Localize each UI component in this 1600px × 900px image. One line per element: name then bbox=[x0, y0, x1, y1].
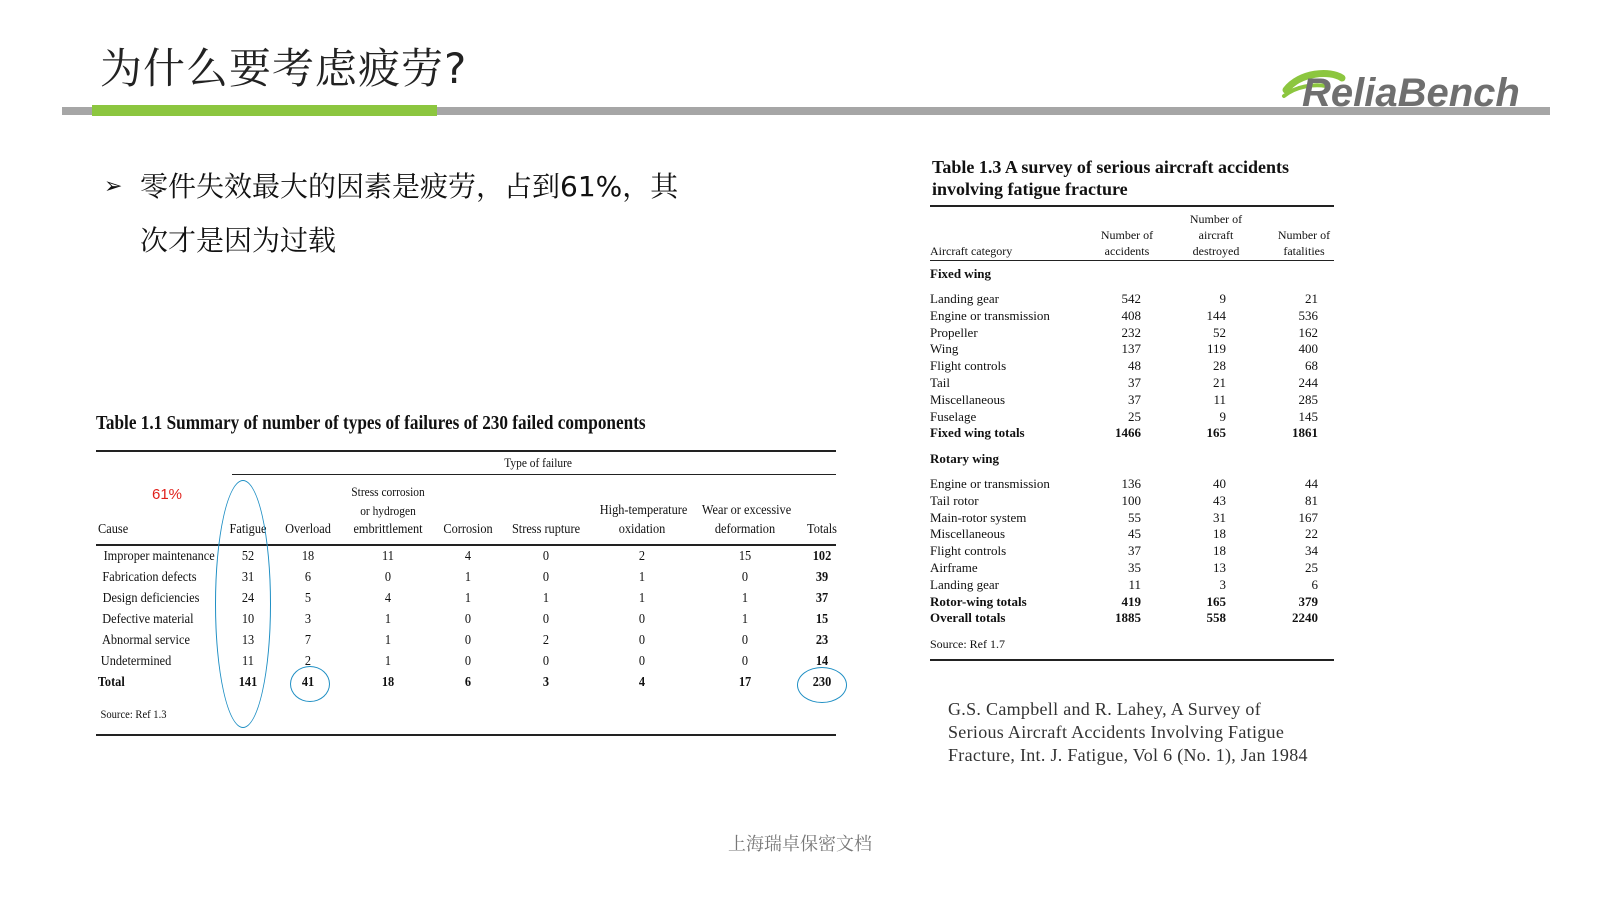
table-cell: 1 bbox=[741, 591, 749, 606]
col-header-hightemp-2: oxidation bbox=[618, 522, 666, 537]
row-category-label: Propeller bbox=[930, 324, 978, 340]
table-cell: 2 bbox=[542, 633, 550, 648]
table-cell: 379 bbox=[1298, 593, 1318, 609]
table-cell: 45 bbox=[1128, 526, 1141, 542]
table-cell: 0 bbox=[741, 654, 749, 669]
table-cell: 5 bbox=[304, 591, 312, 606]
table-cell: 31 bbox=[241, 570, 255, 585]
col-header-rupture: Stress rupture bbox=[511, 522, 581, 537]
table-cell: 34 bbox=[1305, 543, 1318, 559]
col-header-category: Aircraft category bbox=[930, 244, 1013, 258]
col-header-stress-1: Stress corrosion bbox=[351, 484, 425, 499]
row-cause-label: Abnormal service bbox=[101, 633, 190, 648]
table-cell: 165 bbox=[1206, 425, 1226, 441]
table-1-1-source: Source: Ref 1.3 bbox=[100, 707, 167, 721]
section-fixed-wing: Fixed wing bbox=[930, 266, 992, 281]
table-cell: 285 bbox=[1298, 391, 1318, 407]
table-cell: 141 bbox=[238, 675, 258, 690]
table-cell: 37 bbox=[1128, 375, 1141, 390]
footer-confidential: 上海瑞卓保密文档 bbox=[728, 834, 872, 855]
col-header-totals: Totals bbox=[807, 522, 837, 537]
svg-text:ReliaBench: ReliaBench bbox=[1302, 71, 1520, 115]
table-cell: 55 bbox=[1128, 509, 1141, 525]
table-cell: 22 bbox=[1305, 526, 1318, 542]
row-category-label: Wing bbox=[930, 341, 959, 357]
col-header-destroyed-3: destroyed bbox=[1192, 244, 1240, 258]
table-cell: 542 bbox=[1121, 291, 1141, 306]
row-cause-label: Improper maintenance bbox=[103, 549, 215, 564]
table-cell: 1885 bbox=[1115, 610, 1141, 626]
table-cell: 43 bbox=[1213, 492, 1226, 508]
table-cell: 6 bbox=[304, 570, 312, 585]
row-category-label: Fuselage bbox=[930, 408, 977, 424]
table-cell: 1 bbox=[464, 570, 472, 585]
row-category-label: Engine or transmission bbox=[930, 476, 1050, 491]
table-cell: 37 bbox=[815, 591, 829, 606]
col-header-wear-2: deformation bbox=[714, 522, 776, 537]
table-cell: 37 bbox=[1128, 391, 1141, 407]
table-cell: 100 bbox=[1121, 492, 1141, 508]
highlight-ellipse-fatigue bbox=[215, 480, 271, 728]
table-cell: 2 bbox=[304, 654, 312, 669]
col-header-fatalities-1: Number of bbox=[1277, 228, 1331, 242]
table-cell: 244 bbox=[1298, 375, 1318, 390]
table-cell: 0 bbox=[638, 612, 646, 627]
col-header-fatigue: Fatigue bbox=[229, 522, 267, 537]
table-cell: 21 bbox=[1305, 291, 1318, 306]
table-cell: 232 bbox=[1121, 324, 1141, 340]
table-cell: 23 bbox=[815, 633, 829, 648]
table-cell: 165 bbox=[1206, 593, 1226, 609]
table-cell: 18 bbox=[301, 549, 315, 564]
table-cell: 7 bbox=[304, 633, 312, 648]
table-cell: 11 bbox=[1213, 391, 1226, 407]
row-category-label: Landing gear bbox=[930, 291, 999, 306]
row-category-label: Flight controls bbox=[930, 543, 1007, 559]
row-category-label: Rotor-wing totals bbox=[930, 593, 1027, 609]
table-cell: 1466 bbox=[1115, 425, 1141, 441]
table-cell: 0 bbox=[638, 654, 646, 669]
table-cell: 4 bbox=[638, 675, 646, 690]
table-cell: 0 bbox=[464, 612, 472, 627]
table-cell: 419 bbox=[1121, 593, 1141, 609]
col-header-stress-2: or hydrogen bbox=[360, 503, 416, 518]
table-1-1-caption: Table 1.1 Summary of number of types of failures of 230 failed components bbox=[96, 412, 646, 434]
table-cell: 21 bbox=[1213, 375, 1226, 390]
table-cell: 11 bbox=[1128, 576, 1141, 592]
table-cell: 1 bbox=[464, 591, 472, 606]
table-cell: 400 bbox=[1298, 341, 1318, 357]
row-cause-label: Defective material bbox=[102, 612, 194, 627]
table-cell: 2240 bbox=[1292, 610, 1318, 626]
table-cell: 44 bbox=[1305, 476, 1318, 491]
row-category-label: Overall totals bbox=[930, 610, 1006, 626]
table-cell: 25 bbox=[1305, 560, 1318, 575]
table-cell: 39 bbox=[815, 570, 829, 585]
table-cell: 41 bbox=[301, 675, 315, 690]
col-header-destroyed-2: aircraft bbox=[1198, 228, 1234, 242]
bullet-line-1: 零件失效最大的因素是疲劳，占到61%，其 bbox=[140, 170, 679, 203]
bullet-arrow-icon: ➢ bbox=[104, 174, 123, 199]
table-cell: 0 bbox=[464, 654, 472, 669]
table-rule bbox=[96, 450, 836, 452]
group-header: Type of failure bbox=[504, 455, 573, 470]
table-cell: 52 bbox=[241, 549, 255, 564]
table-cell: 145 bbox=[1298, 408, 1318, 424]
table-cell: 102 bbox=[812, 549, 832, 564]
table-cell: 0 bbox=[464, 633, 472, 648]
table-cell: 0 bbox=[741, 633, 749, 648]
table-cell: 144 bbox=[1206, 307, 1226, 323]
table-cell: 162 bbox=[1298, 324, 1318, 340]
col-header-accidents-1: Number of bbox=[1100, 228, 1154, 242]
table-rule bbox=[930, 659, 1334, 661]
row-category-label: Tail bbox=[930, 375, 951, 390]
table-rule bbox=[930, 260, 1334, 261]
caption-line-2: involving fatigue fracture bbox=[932, 179, 1128, 199]
table-cell: 68 bbox=[1305, 358, 1318, 374]
table-cell: 1 bbox=[542, 591, 550, 606]
table-cell: 1 bbox=[741, 612, 749, 627]
table-cell: 28 bbox=[1213, 358, 1226, 374]
col-header-cause: Cause bbox=[98, 522, 129, 537]
highlight-ellipse-total bbox=[797, 667, 847, 703]
table-cell: 31 bbox=[1213, 509, 1226, 525]
table-cell: 536 bbox=[1298, 307, 1318, 323]
row-cause-label: Fabrication defects bbox=[102, 570, 197, 585]
table-cell: 48 bbox=[1128, 358, 1141, 374]
table-cell: 230 bbox=[812, 675, 832, 690]
reliabench-logo bbox=[1280, 56, 1550, 116]
table-cell: 119 bbox=[1206, 341, 1226, 357]
annotation-61pct: 61% bbox=[152, 486, 183, 503]
table-cell: 15 bbox=[815, 612, 829, 627]
row-category-label: Miscellaneous bbox=[930, 526, 1006, 542]
table-cell: 52 bbox=[1213, 324, 1226, 340]
table-cell: 24 bbox=[241, 591, 255, 606]
table-cell: 137 bbox=[1121, 341, 1141, 357]
table-1-3-source: Source: Ref 1.7 bbox=[930, 637, 1005, 651]
table-cell: 6 bbox=[1311, 576, 1318, 592]
table-cell: 81 bbox=[1305, 492, 1318, 508]
table-cell: 4 bbox=[384, 591, 392, 606]
table-cell: 1 bbox=[638, 591, 646, 606]
table-cell: 0 bbox=[638, 633, 646, 648]
header-accent-bar bbox=[92, 105, 437, 116]
table-cell: 3 bbox=[542, 675, 550, 690]
table-cell: 11 bbox=[242, 654, 254, 669]
table-cell: 0 bbox=[542, 549, 550, 564]
table-rule bbox=[96, 544, 836, 546]
caption-line-1: Table 1.3 A survey of serious aircraft accidents bbox=[932, 157, 1289, 177]
table-cell: 3 bbox=[304, 612, 312, 627]
table-cell: 6 bbox=[464, 675, 472, 690]
bullet-point bbox=[104, 160, 744, 268]
highlight-ellipse-overload bbox=[290, 666, 330, 702]
table-cell: 10 bbox=[241, 612, 255, 627]
table-cell: 11 bbox=[382, 549, 394, 564]
table-cell: 1 bbox=[384, 654, 392, 669]
table-cell: 25 bbox=[1128, 408, 1141, 424]
row-cause-label: Undetermined bbox=[100, 654, 172, 669]
table-rule bbox=[96, 734, 836, 736]
row-category-label: Fixed wing totals bbox=[930, 425, 1025, 441]
table-cell: 0 bbox=[384, 570, 392, 585]
table-rule bbox=[930, 205, 1334, 207]
row-category-label: Landing gear bbox=[930, 576, 999, 592]
table-cell: 40 bbox=[1213, 476, 1226, 491]
row-category-label: Miscellaneous bbox=[930, 391, 1006, 407]
table-cell: 558 bbox=[1206, 610, 1226, 626]
row-cause-label: Total bbox=[97, 675, 125, 690]
col-header-accidents-2: accidents bbox=[1104, 244, 1150, 258]
table-cell: 136 bbox=[1121, 476, 1141, 491]
table-cell: 17 bbox=[738, 675, 752, 690]
table-cell: 35 bbox=[1128, 560, 1141, 575]
table-1-3-caption bbox=[932, 156, 1289, 200]
col-header-overload: Overload bbox=[285, 522, 331, 537]
col-header-stress-3: embrittlement bbox=[353, 522, 423, 537]
table-cell: 2 bbox=[638, 549, 646, 564]
table-cell: 9 bbox=[1219, 291, 1226, 306]
table-cell: 9 bbox=[1219, 408, 1226, 424]
table-cell: 408 bbox=[1121, 307, 1141, 323]
section-rotary-wing: Rotary wing bbox=[930, 451, 999, 466]
table-cell: 0 bbox=[542, 570, 550, 585]
bullet-line-2: 次才是因为过载 bbox=[140, 224, 337, 257]
table-cell: 4 bbox=[464, 549, 472, 564]
row-category-label: Main-rotor system bbox=[930, 509, 1027, 525]
table-cell: 167 bbox=[1298, 509, 1318, 525]
table-rule bbox=[232, 474, 836, 475]
table-cell: 18 bbox=[1213, 543, 1226, 559]
row-category-label: Airframe bbox=[930, 560, 978, 575]
table-cell: 18 bbox=[1213, 526, 1226, 542]
table-cell: 18 bbox=[381, 675, 395, 690]
col-header-corrosion: Corrosion bbox=[443, 522, 493, 537]
row-cause-label: Design deficiencies bbox=[102, 591, 200, 606]
table-cell: 1 bbox=[638, 570, 646, 585]
col-header-wear-1: Wear or excessive bbox=[701, 503, 792, 518]
col-header-destroyed-1: Number of bbox=[1189, 212, 1243, 226]
row-category-label: Tail rotor bbox=[930, 492, 979, 508]
slide-title: 为什么要考虑疲劳? bbox=[100, 44, 468, 93]
table-cell: 1 bbox=[384, 633, 392, 648]
col-header-hightemp-1: High-temperature bbox=[599, 503, 688, 518]
row-category-label: Flight controls bbox=[930, 358, 1007, 374]
table-cell: 14 bbox=[815, 654, 829, 669]
table-cell: 13 bbox=[241, 633, 255, 648]
table-cell: 37 bbox=[1128, 543, 1141, 559]
table-cell: 0 bbox=[542, 612, 550, 627]
table-cell: 15 bbox=[738, 549, 752, 564]
table-cell: 1 bbox=[384, 612, 392, 627]
table-cell: 0 bbox=[542, 654, 550, 669]
table-cell: 0 bbox=[741, 570, 749, 585]
table-cell: 1861 bbox=[1292, 425, 1318, 441]
col-header-fatalities-2: fatalities bbox=[1283, 244, 1325, 258]
reference-citation: G.S. Campbell and R. Lahey, A Survey of Serious Aircraft Accidents Involving Fatigue Fracture, Int. J. Fatigue, Vol 6 (No. 1), Jan 1984 bbox=[948, 699, 1308, 765]
table-cell: 13 bbox=[1213, 560, 1226, 575]
row-category-label: Engine or transmission bbox=[930, 307, 1050, 323]
table-cell: 3 bbox=[1219, 576, 1226, 592]
